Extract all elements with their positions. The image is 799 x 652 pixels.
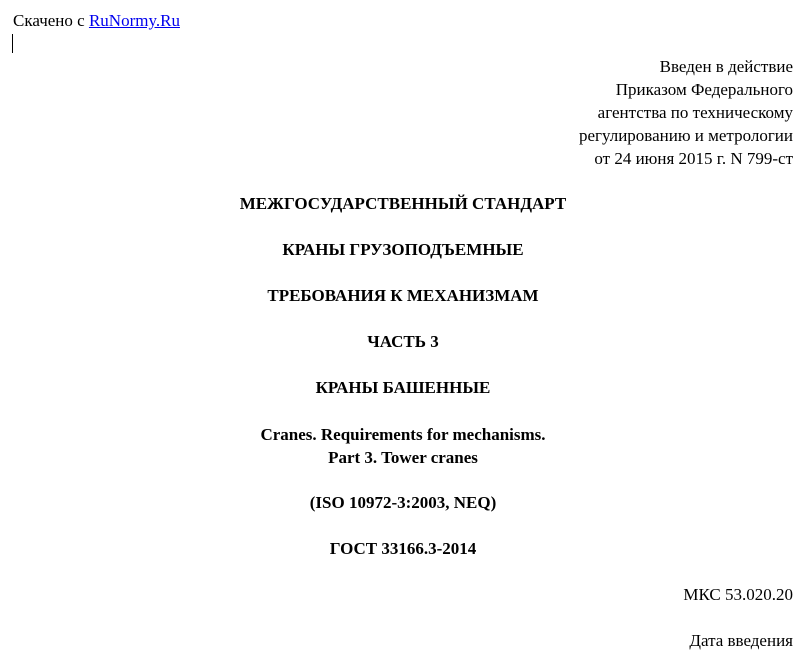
subtitle-heading: ТРЕБОВАНИЯ К МЕХАНИЗМАМ (267, 286, 539, 305)
source-prefix: Скачено с (13, 11, 89, 30)
approval-line: регулированию и метрологии (578, 126, 793, 145)
intro-date-label: Дата введения (689, 631, 793, 650)
approval-block (579, 55, 793, 170)
gost-number: ГОСТ 33166.3-2014 (329, 539, 477, 558)
approval-line: агентства по техническому (597, 103, 793, 122)
iso-reference: (ISO 10972-3:2003, NEQ) (309, 493, 497, 512)
approval-line: Приказом Федерального (615, 80, 793, 99)
source-link[interactable]: RuNormy.Ru (88, 11, 180, 30)
text-caret (12, 34, 13, 53)
approval-line: от 24 июня 2015 г. N 799-ст (594, 149, 793, 168)
part-heading: ЧАСТЬ 3 (367, 332, 439, 351)
part-title-heading: КРАНЫ БАШЕННЫЕ (315, 378, 491, 397)
approval-line: Введен в действие (659, 57, 793, 76)
mks-code: МКС 53.020.20 (683, 585, 793, 604)
title-heading: КРАНЫ ГРУЗОПОДЪЕМНЫЕ (282, 240, 524, 259)
source-line (13, 9, 180, 32)
english-title-line2: Part 3. Tower cranes (328, 448, 478, 467)
standard-type-heading: МЕЖГОСУДАРСТВЕННЫЙ СТАНДАРТ (239, 194, 567, 213)
english-title-line1: Cranes. Requirements for mechanisms. (260, 425, 546, 444)
